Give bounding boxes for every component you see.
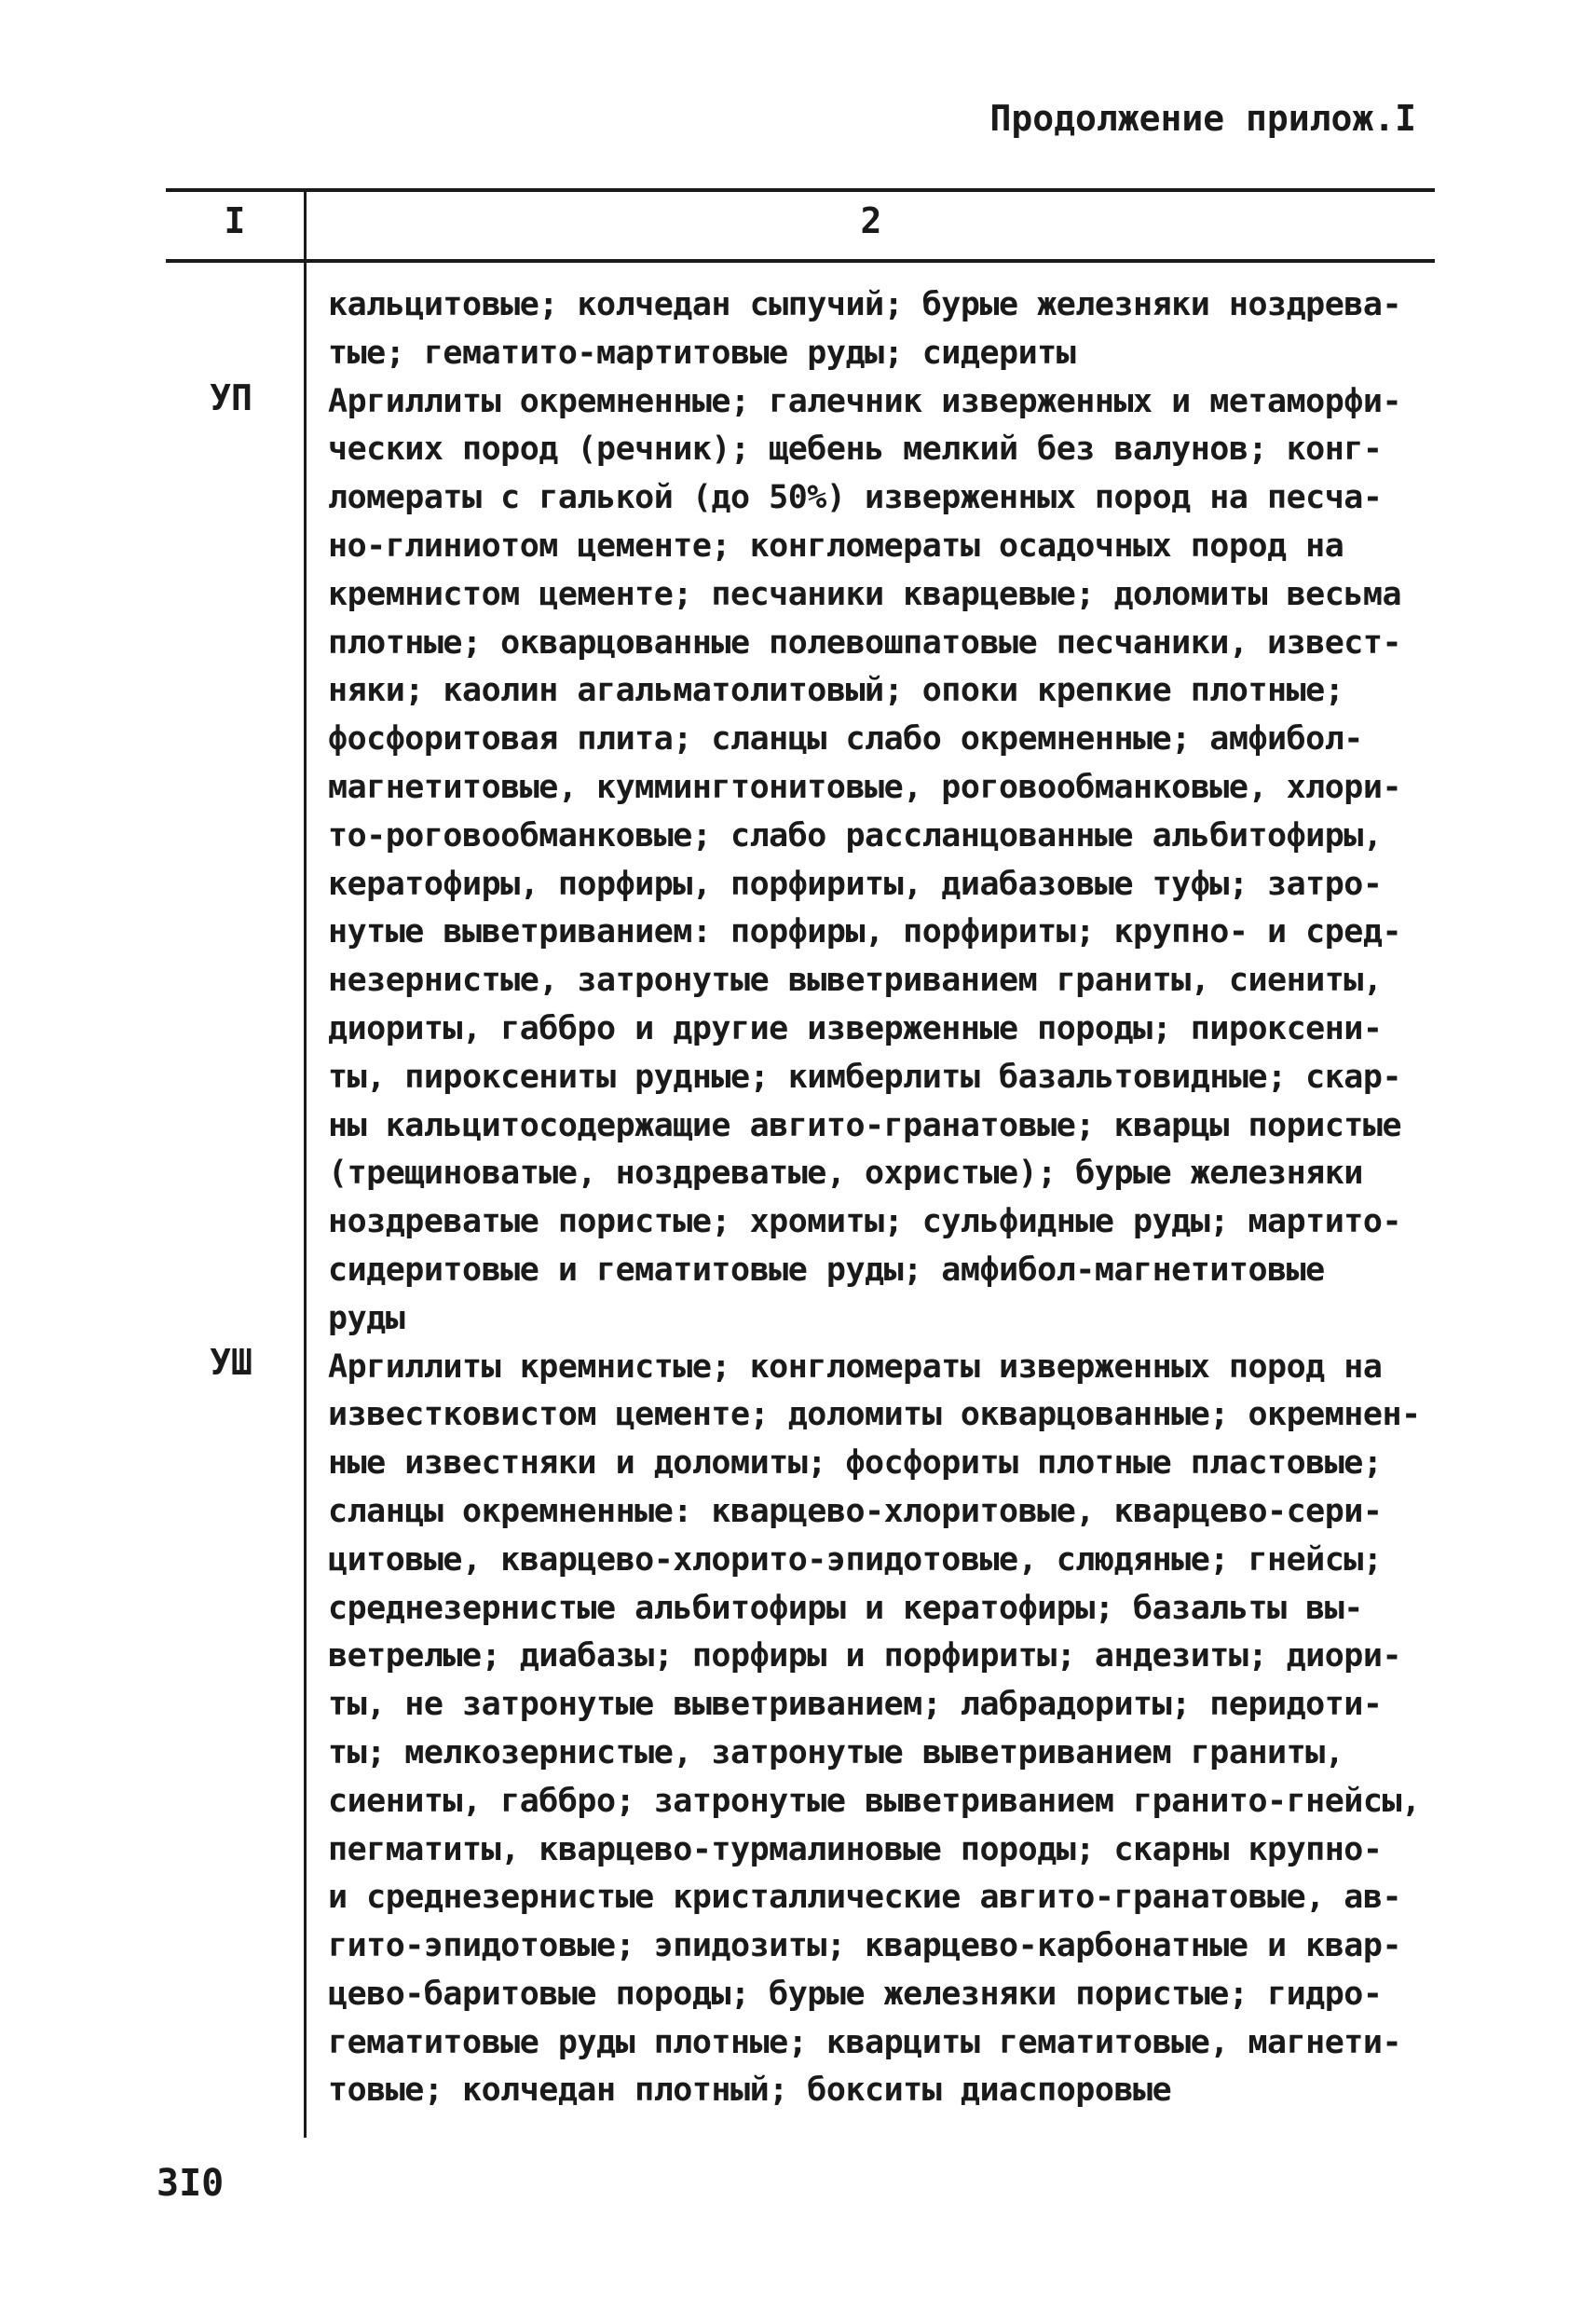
column-divider: [304, 190, 307, 2138]
text-line: кератофиры, порфиры, порфириты, диабазовые туфы; затро-: [328, 865, 1383, 903]
text-line: магнетитовые, куммингтонитовые, роговообманковые, хлори-: [328, 768, 1402, 806]
text-line: гито-эпидотовые; эпидозиты; кварцево-карбонатные и квар-: [328, 1927, 1402, 1965]
text-line: сидеритовые и гематитовые руды; амфибол-магнетитовые: [328, 1251, 1325, 1289]
text-line: ты; мелкозернистые, затронутые выветриванием граниты,: [328, 1733, 1344, 1771]
text-line: сиениты, габбро; затронутые выветриванием гранито-гнейсы,: [328, 1782, 1421, 1820]
column-header-1: I: [224, 200, 246, 241]
table-body-text: [328, 281, 1446, 2115]
text-line: незернистые, затронутые выветриванием граниты, сиениты,: [328, 962, 1383, 1000]
table-top-rule: [166, 188, 1435, 192]
text-line: няки; каолин агальматолитовый; опоки крепкие плотные;: [328, 672, 1344, 710]
text-line: нутые выветриванием: порфиры, порфириты; крупно- и сред-: [328, 913, 1402, 951]
text-line: ветрелые; диабазы; порфиры и порфириты; андезиты; диори-: [328, 1637, 1402, 1675]
text-line: Аргиллиты кремнистые; конгломераты изверженных пород на: [328, 1347, 1383, 1386]
text-line: ломераты с галькой (до 50%) изверженных пород на песча-: [328, 479, 1383, 517]
text-line: известковистом цементе; доломиты окварцованные; окремнен-: [328, 1396, 1421, 1434]
category-label-7: УП: [210, 377, 252, 418]
text-line: цево-баритовые породы; бурые железняки пористые; гидро-: [328, 1975, 1383, 2013]
text-line: ные известняки и доломиты; фосфориты плотные пластовые;: [328, 1444, 1383, 1483]
text-line: тые; гематито-мартитовые руды; сидериты: [328, 334, 1076, 372]
text-line: Аргиллиты окремненные; галечник изверженных и метаморфи-: [328, 382, 1402, 420]
continuation-header: Продолжение прилож.I: [989, 98, 1416, 139]
text-line: ноздреватые пористые; хромиты; сульфидные руды; мартито-: [328, 1203, 1402, 1241]
text-line: и среднезернистые кристаллические авгито-гранатовые, ав-: [328, 1879, 1402, 1917]
text-line: но-глиниотом цементе; конгломераты осадочных пород на: [328, 526, 1344, 565]
text-line: руды: [328, 1299, 405, 1337]
text-line: диориты, габбро и другие изверженные породы; пироксени-: [328, 1009, 1383, 1047]
category-label-8: УШ: [210, 1342, 252, 1383]
text-line: плотные; окварцованные полевошпатовые песчаники, извест-: [328, 623, 1402, 662]
text-line: ты, пироксениты рудные; кимберлиты базальтовидные; скар-: [328, 1058, 1402, 1096]
text-line: (трещиноватые, ноздреватые, охристые); бурые железняки: [328, 1155, 1363, 1193]
text-line: сланцы окремненные: кварцево-хлоритовые, кварцево-сери-: [328, 1492, 1383, 1530]
text-line: пегматиты, кварцево-турмалиновые породы; скарны крупно-: [328, 1830, 1383, 1868]
text-line: ны кальцитосодержащие авгито-гранатовые; кварцы пористые: [328, 1106, 1402, 1144]
text-line: то-роговообманковые; слабо рассланцованные альбитофиры,: [328, 816, 1383, 855]
text-line: товые; колчедан плотный; бокситы диаспоровые: [328, 2072, 1172, 2110]
text-line: кремнистом цементе; песчаники кварцевые; доломиты весьма: [328, 575, 1402, 613]
text-line: кальцитовые; колчедан сыпучий; бурые железняки ноздрева-: [328, 286, 1402, 323]
text-line: цитовые, кварцево-хлорито-эпидотовые, слюдяные; гнейсы;: [328, 1540, 1383, 1579]
text-line: ты, не затронутые выветриванием; лабрадориты; перидоти-: [328, 1686, 1383, 1724]
text-line: среднезернистые альбитофиры и кератофиры; базальты вы-: [328, 1589, 1363, 1627]
text-line: гематитовые руды плотные; кварциты гематитовые, магнети-: [328, 2023, 1402, 2061]
page-number: 3I0: [157, 2162, 225, 2205]
text-line: фосфоритовая плита; сланцы слабо окремненные; амфибол-: [328, 720, 1363, 759]
column-header-2: 2: [860, 200, 882, 241]
text-line: ческих пород (речник); щебень мелкий без валунов; конг-: [328, 431, 1383, 469]
table-header-rule: [166, 259, 1435, 263]
